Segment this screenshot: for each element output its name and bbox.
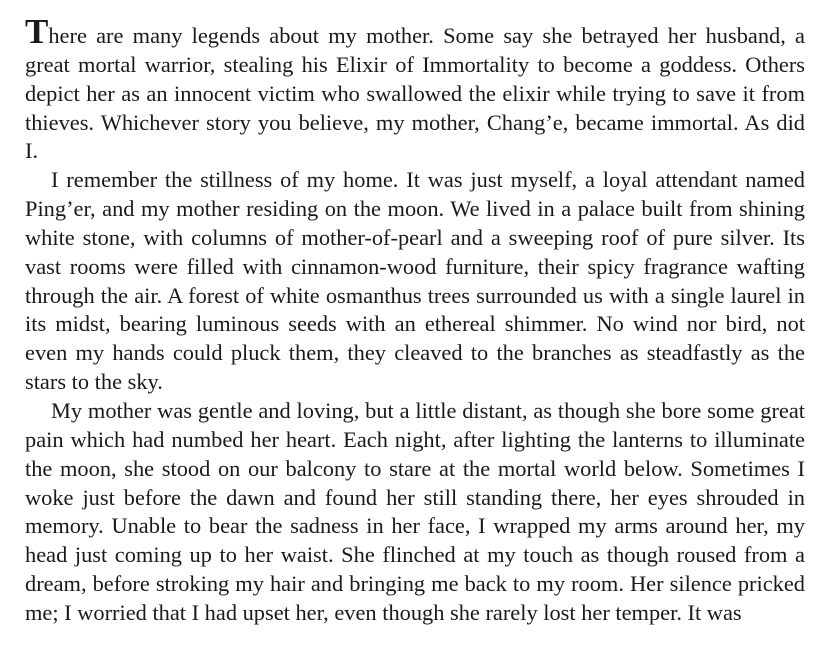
paragraph-1 [25,14,805,166]
paragraph-1-text: here are many legends about my mother. Some say she betrayed her husband, a great mortal warrior, stealing his Elixir of Immortality to become a goddess. Others depict her as an innocent victim who swallowed the elixir while trying to save it from thieves. Whichever story you believe, my mother, Chang’e, became immortal. As did I. [25,23,805,164]
paragraph-3 [25,397,805,628]
paragraph-3-text: My mother was gentle and loving, but a little distant, as though she bore some great pain which had numbed her heart. Each night, after lighting the lanterns to illuminate the moon, she stood on our balcony to stare at the mortal world below. Sometimes I woke just before the dawn and found her still standing there, her eyes shrouded in memory. Unable to bear the sadness in her face, I wrapped my arms around her, my head just coming up to her waist. She flinched at my touch as though roused from a dream, before stroking my hair and bringing me back to my room. Her silence pricked me; I worried that I had upset her, even though she rarely lost her temper. It was [25,397,805,625]
document-page [25,14,805,628]
paragraph-2 [25,166,805,397]
drop-cap: T [25,12,49,51]
paragraph-2-text: I remember the stillness of my home. It was just myself, a loyal attendant named Ping’er, and my mother residing on the moon. We lived in a palace built from shining white stone, with columns of mother-of-pearl and a sweeping roof of pure silver. Its vast rooms were filled with cinnamon-wood furniture, their spicy fragrance wafting through the air. A forest of white osmanthus trees surrounded us with a single laurel in its midst, bearing luminous seeds with an ethereal shimmer. No wind nor bird, not even my hands could pluck them, they cleaved to the branches as steadfastly as the stars to the sky. [25,167,805,395]
